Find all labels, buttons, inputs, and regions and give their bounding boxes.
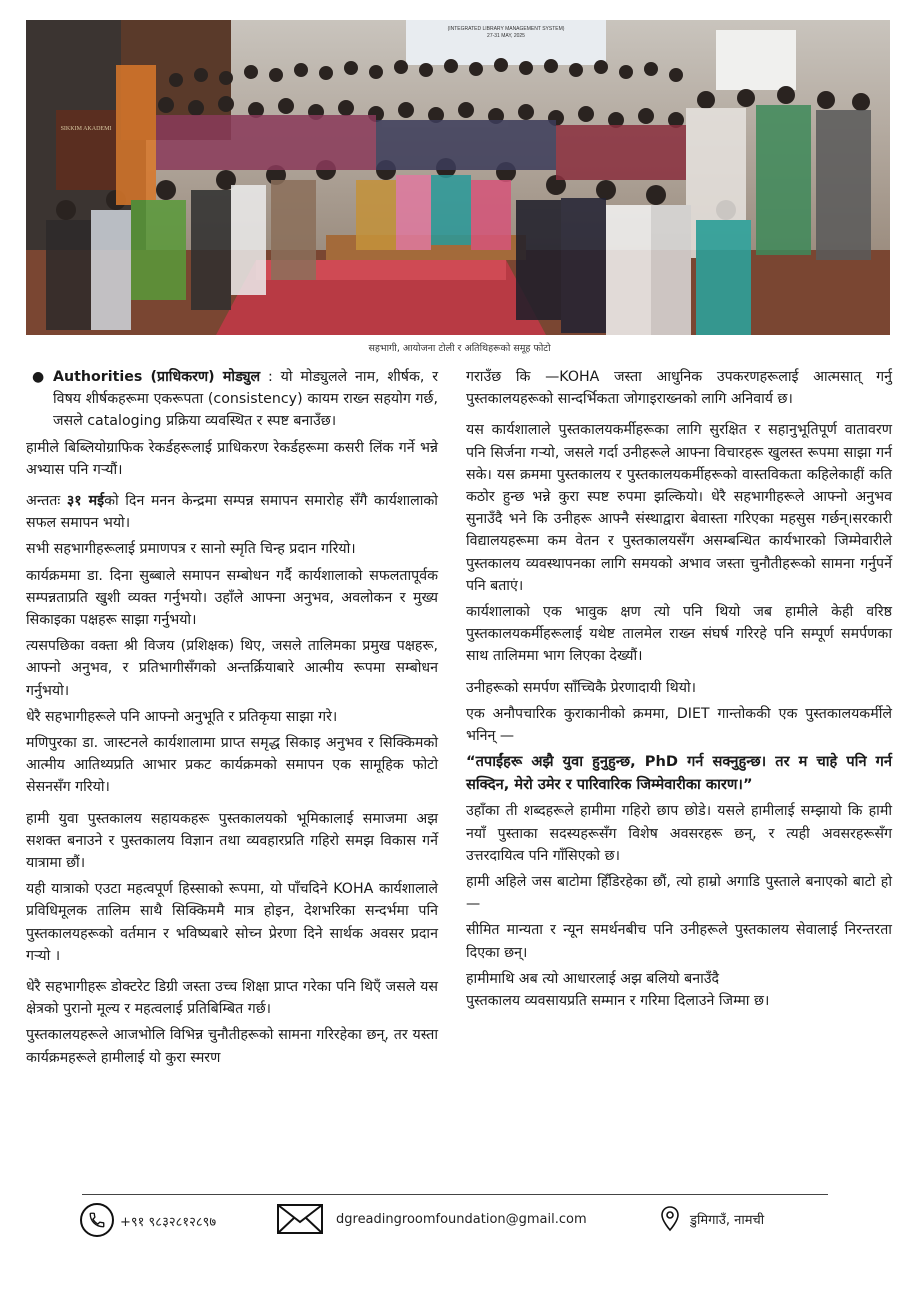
- left-paragraph-10: धेरै सहभागीहरू डोक्टरेट डिग्री जस्ता उच्च शिक्षा प्राप्त गरेका पनि थिएँ जसले यस क्षेत्रको पुरानो मूल्य र महत्वलाई प्रतिबिम्बित गर्छ।: [26, 979, 438, 1018]
- mail-icon: [276, 1202, 324, 1236]
- banner-line1: (INTEGRATED LIBRARY MANAGEMENT SYSTEM): [447, 26, 565, 32]
- footer-location: डुमिगाउँ, नामची: [690, 1213, 765, 1228]
- authorities-paragraph: [53, 366, 438, 433]
- right-paragraph-2: यस कार्यशालाले पुस्तकालयकर्मीहरूका लागि सुरक्षित र सहानुभूतिपूर्ण वातावरण पनि सिर्जना गर्‍यो, जसले गर्दा उनीहरूले आफ्ना विचारहरू खुलस्त रूपमा साझा गर्न सके। यस क्रममा पुस्तकालय र पुस्तकालयकर्मीहरूको वास्तविकता कहिलेकाहीं कति कठोर हुन्छ भन्ने कुरा स्पष्ट रुपमा झल्कियो। धेरै सहभागीहरूले आफ्नो अनुभव सुनाउँदै भने कि उनीहरू आफ्नै संस्थाद्वारा बेवास्ता गरिएका महसुस गर्छन्।सरकारी विद्यालयहरूमा कम वेतन र पुस्तकालयसँग असम्बन्धित कार्यभारको जिम्मेवारीले पुस्तकालय व्यवस्थापनका लागि समयको अभाव जस्ता चुनौतीहरूको सामना गर्नुपर्ने पनि बताएं।: [466, 422, 892, 594]
- p2-date: ३१ मई: [66, 493, 105, 510]
- right-paragraph-10: पुस्तकालय व्यवसायप्रति सम्मान र गरिमा दिलाउने जिम्मा छ।: [466, 993, 770, 1010]
- bullet-dot: ●: [32, 369, 45, 385]
- location-pin-icon: [659, 1205, 681, 1233]
- right-paragraph-3: कार्यशालाको एक भावुक क्षण त्यो पनि थियो जब हामीले केही वरिष्ठ पुस्तकालयकर्मीहरूलाई यथेष्ट तालमेल राख्न संघर्ष गरिरहे पनि सम्पूर्ण समर्पणका साथ तालिममा भाग लिएका देख्यौं।: [466, 604, 892, 665]
- sign-text: SIKKIM AKADEMI: [60, 126, 112, 132]
- left-paragraph-4: कार्यक्रममा डा. दिना सुब्बाले समापन सम्बोधन गर्दै कार्यशालाको सफलतापूर्वक सम्पन्नताप्रति खुशी व्यक्त गर्नुभयो। उहाँले आफ्ना अनुभव, अवलोकन र मुख्य सिकाइका पक्षहरू साझा गर्नुभयो।: [26, 567, 438, 629]
- right-column: [466, 366, 892, 1016]
- right-paragraph-5: एक अनौपचारिक कुराकानीको क्रममा, DIET गान्तोककी एक पुस्तकालयकर्मीले भनिन् —: [466, 705, 892, 745]
- quote: “तपाईंहरू अझै युवा हुनुहुन्छ, PhD गर्न सक्नुहुन्छ। तर म चाहे पनि गर्न सक्दिन, मेरो उमेर र पारिवारिक जिम्मेवारीका कारण।”: [466, 753, 892, 793]
- left-paragraph-9: यही यात्राको एउटा महत्वपूर्ण हिस्साको रूपमा, यो पाँचदिने KOHA कार्यशालाले प्रविधिमूलक तालिम साथै सिक्किममै मात्र होइन, देशभरिका सन्दर्भमा पनि पुस्तकालयहरूको वर्तमान र भविष्यबारे सोच्न प्रेरणा दिने सार्थक अवसर प्रदान गर्‍यो ।: [26, 881, 438, 964]
- footer-divider: [82, 1194, 828, 1195]
- group-photo: [26, 20, 890, 335]
- left-paragraph-1: हामीले बिब्लियोग्राफिक रेकर्डहरूलाई प्राधिकरण रेकर्डहरूमा कसरी लिंक गर्ने भन्ने अभ्यास पनि गर्‍यौं।: [26, 439, 438, 478]
- left-paragraph-2: [26, 490, 438, 534]
- right-paragraph-8: सीमित मान्यता र न्यून समर्थनबीच पनि उनीहरूले पुस्तकालय सेवालाई निरन्तरता दिएका छन्।: [466, 922, 892, 961]
- right-paragraph-9: हामीमाथि अब त्यो आधारलाई अझ बलियो बनाउँदै: [466, 970, 720, 987]
- right-paragraph-7: हामी अहिले जस बाटोमा हिँडिरहेका छौं, त्यो हाम्रो अगाडि पुस्ताले बनाएको बाटो हो —: [466, 874, 892, 913]
- right-paragraph-4: उनीहरूको समर्पण साँच्चिकै प्रेरणादायी थियो।: [466, 679, 697, 696]
- group-photo-illustration: [26, 20, 890, 335]
- left-paragraph-6: धेरै सहभागीहरूले पनि आफ्नो अनुभूति र प्रतिकृया साझा गरे।: [26, 708, 338, 725]
- photo-caption: सहभागी, आयोजना टोली र अतिथिहरूको समूह फोटो: [368, 343, 551, 354]
- left-paragraph-7: मणिपुरका डा. जास्टनले कार्यशालामा प्राप्त समृद्ध सिकाइ अनुभव र सिक्किमको आत्मीय आतिथ्यप्रति आभार प्रकट कार्यक्रमको समापन एक सामूहिक फोटो सेसनसँग गरियो।: [26, 735, 438, 796]
- footer-phone[interactable]: +९१ ९८३२८१२८९७: [120, 1215, 217, 1230]
- footer: [0, 1200, 919, 1240]
- authorities-bullet: [26, 366, 438, 437]
- authorities-title: Authorities (प्राधिकरण) मोड्युल: [53, 369, 261, 385]
- footer-email[interactable]: dgreadingroomfoundation@gmail.com: [336, 1212, 587, 1227]
- left-paragraph-3: सभी सहभागीहरूलाई प्रमाणपत्र र सानो स्मृति चिन्ह प्रदान गरियो।: [26, 541, 356, 558]
- authorities-text: : यो मोड्युलले नाम, शीर्षक, र विषय शीर्षकहरूमा एकरूपता (consistency) कायम राख्न सहयोग गर्छ, जसले cataloging प्रक्रिया व्यवस्थित र स्पष्ट बनाउँछ।: [53, 369, 438, 430]
- p2-rest: को दिन मनन केन्द्रमा सम्पन्न समापन समारोह सँगै कार्यशालाको सफल समापन भयो।: [26, 493, 438, 532]
- right-paragraph-1: गराउँछ कि —KOHA जस्ता आधुनिक उपकरणहरूलाई आत्मसात् गर्नु पुस्तकालयहरूको सान्दर्भिकता जोगाइराख्नको लागि अनिवार्य छ।: [466, 369, 892, 408]
- left-column: [26, 366, 438, 1073]
- banner-line2: 27-31 MAY, 2025: [487, 33, 525, 39]
- left-paragraph-8: हामी युवा पुस्तकालय सहायकहरू पुस्तकालयको भूमिकालाई समाजमा अझ सशक्त बनाउने र पुस्तकालय विज्ञान तथा व्यवहारप्रति गहिरो समझ विकास गर्ने यात्रामा छौं।: [26, 810, 438, 872]
- phone-icon: [80, 1203, 114, 1237]
- left-paragraph-5: त्यसपछिका वक्ता श्री विजय (प्रशिक्षक) थिए, जसले तालिमका प्रमुख पक्षहरू, आफ्नो अनुभव, र प्रतिभागीसँगको अन्तर्क्रियाबारे आत्मीय रूपमा सम्बोधन गर्नुभयो।: [26, 638, 438, 699]
- left-paragraph-11: पुस्तकालयहरूले आजभोलि विभिन्न चुनौतीहरूको सामना गरिरहेका छन्, तर यस्ता कार्यक्रमहरूले हामीलाई यो कुरा स्मरण: [26, 1027, 438, 1066]
- right-paragraph-6: उहाँका ती शब्दहरूले हामीमा गहिरो छाप छोडे। यसले हामीलाई सम्झायो कि हामी नयाँ पुस्ताका सदस्यहरूसँग विशेष अवसरहरू छन्, र त्यही अवसरहरूसँग उत्तरदायित्व पनि गाँसिएको छ।: [466, 803, 892, 864]
- p2-prefix: अन्ततः: [26, 493, 67, 510]
